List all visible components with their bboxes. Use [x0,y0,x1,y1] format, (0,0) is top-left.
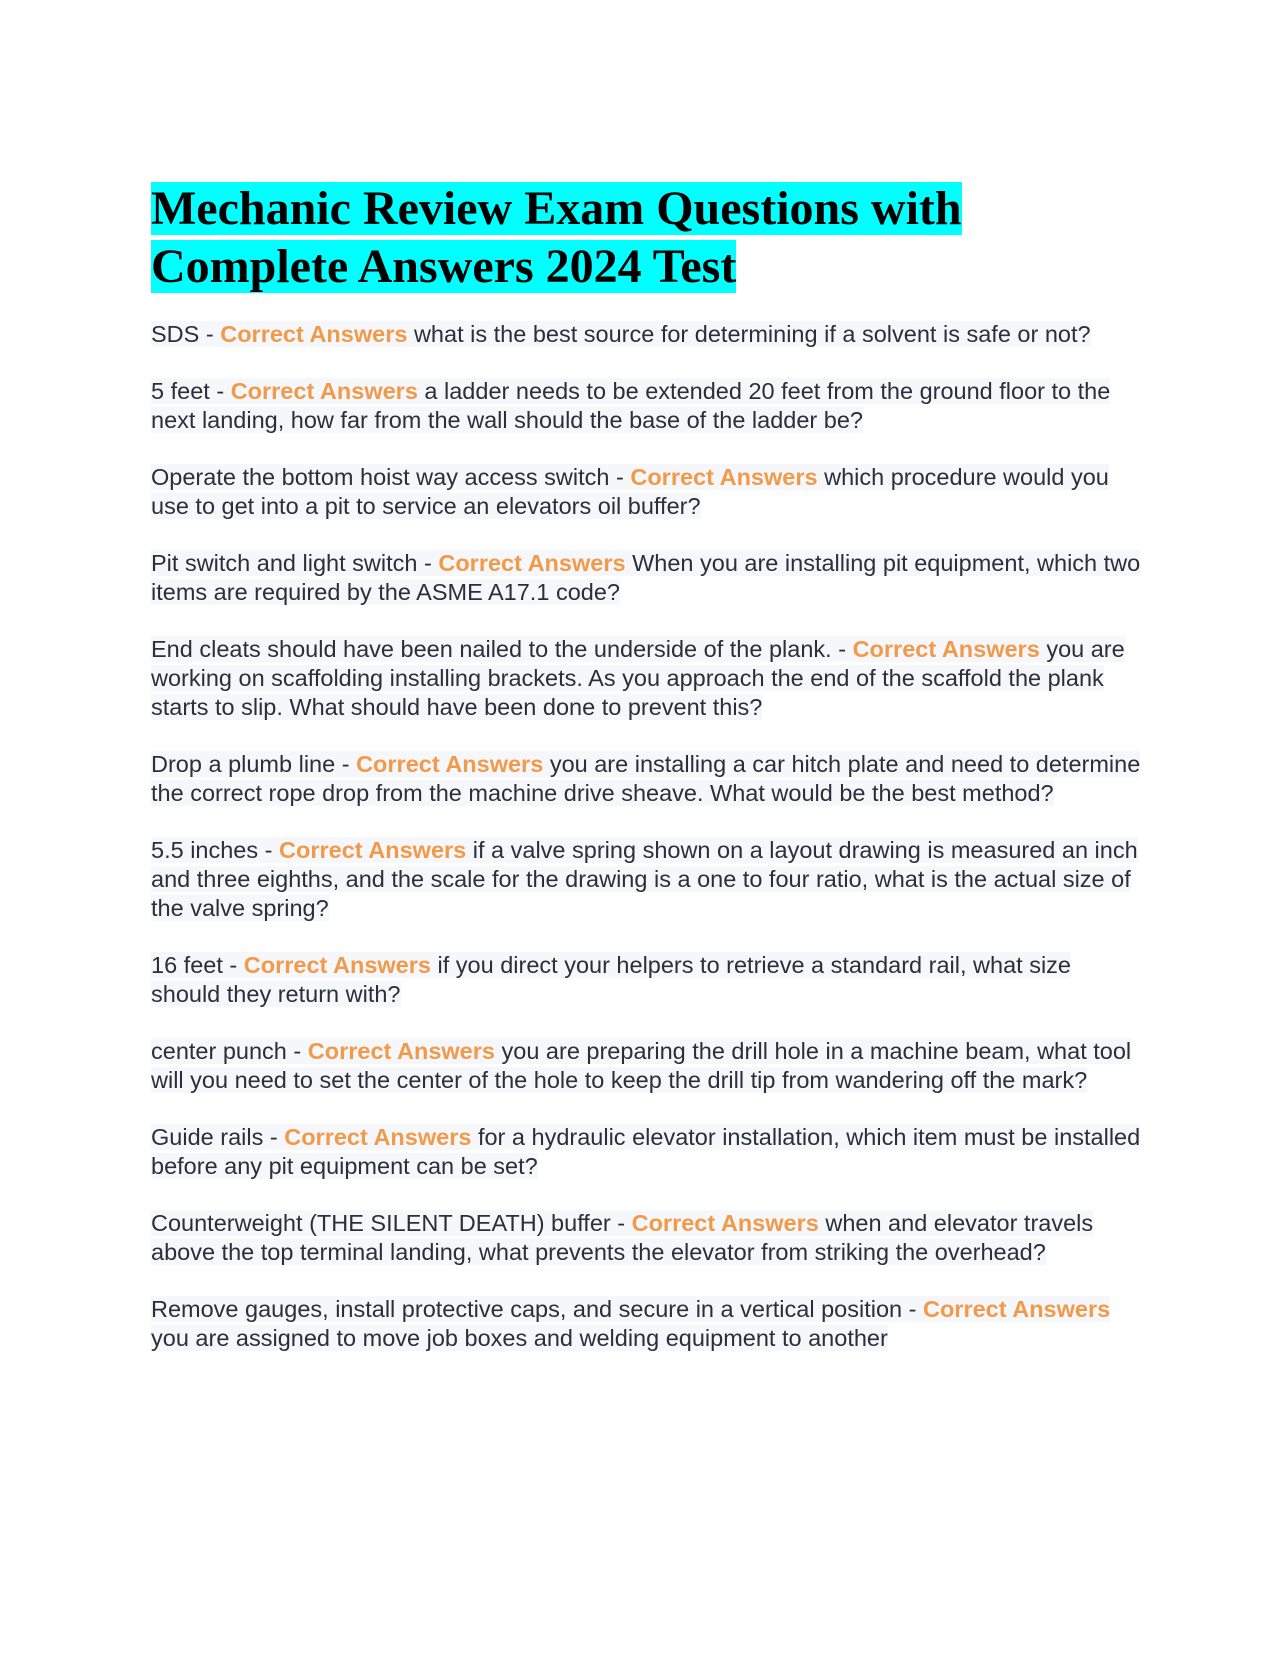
correct-answers-label: Correct Answers [438,550,626,576]
answer-text: center punch [151,1038,287,1064]
qa-item [151,320,1141,349]
correct-answers-label: Correct Answers [243,952,431,978]
answer-text: Drop a plumb line [151,751,336,777]
separator: - [222,952,244,978]
correct-answers-label: Correct Answers [284,1124,472,1150]
question-text: when and elevator travels above the top terminal landing, what prevents the elevator from striking the overhead? [151,1210,1094,1265]
title-line-2: Complete Answers 2024 Test [151,240,737,293]
correct-answers-label: Correct Answers [230,378,418,404]
qa-item [151,750,1141,808]
qa-item [151,836,1141,923]
separator: - [610,1210,632,1236]
question-text: a ladder needs to be extended 20 feet from the ground floor to the next landing, how far from the wall should the base of the ladder be? [151,378,1111,433]
question-text: if you direct your helpers to retrieve a standard rail, what size should they return with? [151,952,1071,1007]
answer-text: Remove gauges, install protective caps, and secure in a vertical position [151,1296,903,1322]
answer-text: SDS [151,321,200,347]
separator: - [902,1296,923,1322]
separator: - [199,321,221,347]
question-text: you are installing a car hitch plate and need to determine the correct rope drop from the machine drive sheave. What would be the best method? [151,751,1141,806]
answer-text: End cleats should have been nailed to the underside of the plank. [151,636,832,662]
qa-item [151,463,1141,521]
question-text: which procedure would you use to get into a pit to service an elevators oil buffer? [151,464,1109,519]
qa-text [151,1296,1110,1351]
qa-item [151,635,1141,722]
correct-answers-label: Correct Answers [307,1038,495,1064]
qa-text [151,321,1091,347]
answer-text: 5.5 inches [151,837,259,863]
answer-text: Guide rails [151,1124,264,1150]
qa-item [151,1295,1141,1353]
separator: - [831,636,853,662]
qa-text [151,464,1109,519]
qa-text [151,952,1071,1007]
correct-answers-label: Correct Answers [922,1296,1111,1322]
answer-text: Operate the bottom hoist way access switch [151,464,610,490]
answer-text: Counterweight (THE SILENT DEATH) buffer [151,1210,611,1236]
correct-answers-label: Correct Answers [356,751,544,777]
correct-answers-label: Correct Answers [630,464,818,490]
question-text: if a valve spring shown on a layout drawing is measured an inch and three eighths, and the scale for the drawing is a one to four ratio, what is the actual size of the valve spring? [151,837,1138,921]
qa-item [151,549,1141,607]
question-text: what is the best source for determining if a solvent is safe or not? [413,321,1091,347]
correct-answers-label: Correct Answers [279,837,467,863]
separator: - [258,837,280,863]
question-text: you are preparing the drill hole in a machine beam, what tool will you need to set the center of the hole to keep the drill tip from wandering off the mark? [151,1038,1132,1093]
separator: - [209,378,231,404]
title-line-1: Mechanic Review Exam Questions with [151,182,962,235]
qa-text [151,1210,1093,1265]
qa-text [151,1124,1140,1179]
answer-text: Pit switch and light switch [151,550,418,576]
qa-text [151,550,1140,605]
qa-text [151,378,1110,433]
question-text: for a hydraulic elevator installation, which item must be installed before any pit equipment can be set? [151,1124,1141,1179]
qa-item [151,1209,1141,1267]
qa-text [151,751,1140,806]
separator: - [263,1124,285,1150]
correct-answers-label: Correct Answers [631,1210,819,1236]
correct-answers-label: Correct Answers [220,321,408,347]
qa-text [151,1038,1131,1093]
qa-text [151,837,1138,921]
separator: - [335,751,357,777]
qa-item [151,1037,1141,1095]
question-text: you are assigned to move job boxes and welding equipment to another [151,1325,888,1351]
document-title [151,180,1141,296]
question-text: you are working on scaffolding installing brackets. As you approach the end of the scaffold the plank starts to slip. What should have been done to prevent this? [151,636,1125,720]
qa-item [151,951,1141,1009]
qa-text [151,636,1125,720]
answer-text: 16 feet [151,952,223,978]
qa-item [151,1123,1141,1181]
separator: - [286,1038,308,1064]
document-page [151,180,1141,1381]
correct-answers-label: Correct Answers [852,636,1040,662]
qa-item [151,377,1141,435]
answer-text: 5 feet [151,378,210,404]
separator: - [609,464,631,490]
separator: - [417,550,439,576]
qa-list [151,320,1141,1353]
question-text: When you are installing pit equipment, which two items are required by the ASME A17.1 code? [151,550,1141,605]
